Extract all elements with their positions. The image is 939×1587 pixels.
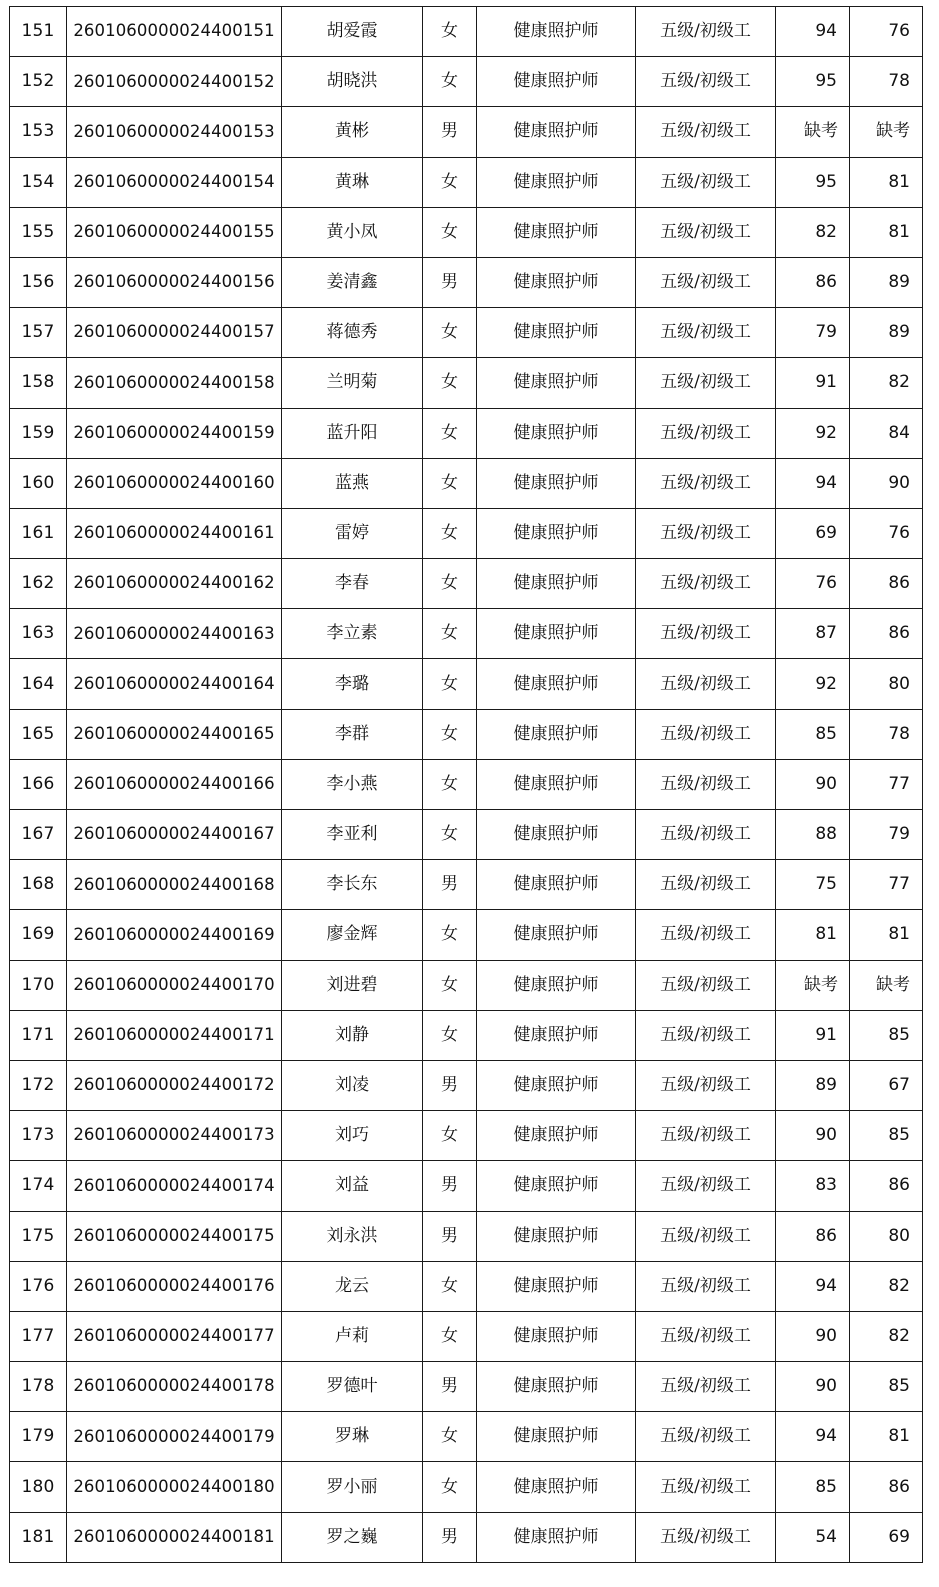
seq-cell: 179 [10,1412,67,1462]
exam-id-cell: 2601060000024400154 [67,157,282,207]
theory-score-cell: 88 [776,810,850,860]
name-cell: 蒋德秀 [282,308,423,358]
seq-cell: 161 [10,508,67,558]
level-cell: 五级/初级工 [636,659,776,709]
name-cell: 雷婷 [282,508,423,558]
skill-score-cell: 85 [850,1010,923,1060]
level-cell: 五级/初级工 [636,910,776,960]
gender-cell: 女 [423,810,477,860]
theory-score-cell: 90 [776,759,850,809]
occupation-cell: 健康照护师 [477,609,636,659]
gender-cell: 女 [423,1462,477,1512]
skill-score-cell: 86 [850,609,923,659]
skill-score-cell: 86 [850,1161,923,1211]
exam-id-cell: 2601060000024400165 [67,709,282,759]
occupation-cell: 健康照护师 [477,107,636,157]
gender-cell: 女 [423,1412,477,1462]
level-cell: 五级/初级工 [636,1161,776,1211]
theory-score-cell: 75 [776,860,850,910]
name-cell: 蓝燕 [282,458,423,508]
gender-cell: 男 [423,1161,477,1211]
table-row [10,157,923,207]
gender-cell: 男 [423,1060,477,1110]
theory-score-cell: 86 [776,1211,850,1261]
gender-cell: 女 [423,1111,477,1161]
name-cell: 胡爱霞 [282,7,423,57]
theory-score-cell: 85 [776,709,850,759]
name-cell: 黄小凤 [282,207,423,257]
occupation-cell: 健康照护师 [477,810,636,860]
skill-score-cell: 80 [850,659,923,709]
gender-cell: 男 [423,1362,477,1412]
skill-score-cell: 81 [850,157,923,207]
occupation-cell: 健康照护师 [477,1211,636,1261]
occupation-cell: 健康照护师 [477,358,636,408]
table-row [10,1010,923,1060]
theory-score-cell: 85 [776,1462,850,1512]
seq-cell: 165 [10,709,67,759]
theory-score-cell: 90 [776,1111,850,1161]
theory-score-cell: 82 [776,207,850,257]
table-row [10,860,923,910]
level-cell: 五级/初级工 [636,1010,776,1060]
table-row [10,508,923,558]
gender-cell: 女 [423,910,477,960]
table-body [10,7,923,1563]
occupation-cell: 健康照护师 [477,1462,636,1512]
exam-id-cell: 2601060000024400160 [67,458,282,508]
name-cell: 蓝升阳 [282,408,423,458]
seq-cell: 155 [10,207,67,257]
table-row [10,910,923,960]
name-cell: 罗之巍 [282,1512,423,1562]
gender-cell: 女 [423,57,477,107]
skill-score-cell: 81 [850,207,923,257]
skill-score-cell: 85 [850,1362,923,1412]
name-cell: 卢莉 [282,1311,423,1361]
occupation-cell: 健康照护师 [477,1412,636,1462]
gender-cell: 男 [423,107,477,157]
seq-cell: 153 [10,107,67,157]
theory-score-cell: 94 [776,7,850,57]
name-cell: 刘凌 [282,1060,423,1110]
occupation-cell: 健康照护师 [477,960,636,1010]
gender-cell: 女 [423,408,477,458]
skill-score-cell: 77 [850,860,923,910]
seq-cell: 168 [10,860,67,910]
exam-id-cell: 2601060000024400168 [67,860,282,910]
level-cell: 五级/初级工 [636,1060,776,1110]
table-row [10,57,923,107]
occupation-cell: 健康照护师 [477,860,636,910]
occupation-cell: 健康照护师 [477,207,636,257]
theory-score-cell: 86 [776,257,850,307]
score-table [9,6,923,1563]
seq-cell: 157 [10,308,67,358]
exam-id-cell: 2601060000024400153 [67,107,282,157]
theory-score-cell: 79 [776,308,850,358]
exam-id-cell: 2601060000024400180 [67,1462,282,1512]
gender-cell: 女 [423,709,477,759]
theory-score-cell: 94 [776,458,850,508]
seq-cell: 172 [10,1060,67,1110]
occupation-cell: 健康照护师 [477,1362,636,1412]
table-row [10,1060,923,1110]
table-row [10,1311,923,1361]
level-cell: 五级/初级工 [636,1111,776,1161]
skill-score-cell: 86 [850,1462,923,1512]
seq-cell: 166 [10,759,67,809]
name-cell: 刘进碧 [282,960,423,1010]
seq-cell: 151 [10,7,67,57]
table-row [10,358,923,408]
theory-score-cell: 92 [776,659,850,709]
occupation-cell: 健康照护师 [477,508,636,558]
seq-cell: 160 [10,458,67,508]
skill-score-cell: 69 [850,1512,923,1562]
exam-id-cell: 2601060000024400158 [67,358,282,408]
skill-score-cell: 81 [850,910,923,960]
occupation-cell: 健康照护师 [477,759,636,809]
occupation-cell: 健康照护师 [477,709,636,759]
seq-cell: 176 [10,1261,67,1311]
level-cell: 五级/初级工 [636,1512,776,1562]
skill-score-cell: 77 [850,759,923,809]
theory-score-cell: 87 [776,609,850,659]
table-row [10,458,923,508]
seq-cell: 178 [10,1362,67,1412]
level-cell: 五级/初级工 [636,860,776,910]
table-row [10,257,923,307]
skill-score-cell: 81 [850,1412,923,1462]
theory-score-cell: 缺考 [776,960,850,1010]
occupation-cell: 健康照护师 [477,1010,636,1060]
theory-score-cell: 89 [776,1060,850,1110]
gender-cell: 女 [423,458,477,508]
seq-cell: 152 [10,57,67,107]
level-cell: 五级/初级工 [636,7,776,57]
occupation-cell: 健康照护师 [477,1512,636,1562]
occupation-cell: 健康照护师 [477,7,636,57]
gender-cell: 女 [423,1311,477,1361]
name-cell: 兰明菊 [282,358,423,408]
gender-cell: 女 [423,559,477,609]
skill-score-cell: 82 [850,1311,923,1361]
skill-score-cell: 90 [850,458,923,508]
theory-score-cell: 76 [776,559,850,609]
occupation-cell: 健康照护师 [477,57,636,107]
skill-score-cell: 84 [850,408,923,458]
name-cell: 廖金辉 [282,910,423,960]
name-cell: 罗琳 [282,1412,423,1462]
table-row [10,559,923,609]
level-cell: 五级/初级工 [636,107,776,157]
table-row [10,609,923,659]
exam-id-cell: 2601060000024400179 [67,1412,282,1462]
gender-cell: 女 [423,358,477,408]
theory-score-cell: 95 [776,57,850,107]
exam-id-cell: 2601060000024400174 [67,1161,282,1211]
skill-score-cell: 86 [850,559,923,609]
occupation-cell: 健康照护师 [477,157,636,207]
level-cell: 五级/初级工 [636,810,776,860]
gender-cell: 女 [423,1261,477,1311]
table-row [10,1462,923,1512]
exam-id-cell: 2601060000024400152 [67,57,282,107]
name-cell: 刘永洪 [282,1211,423,1261]
exam-id-cell: 2601060000024400161 [67,508,282,558]
gender-cell: 女 [423,7,477,57]
seq-cell: 180 [10,1462,67,1512]
table-row [10,408,923,458]
skill-score-cell: 76 [850,508,923,558]
level-cell: 五级/初级工 [636,759,776,809]
skill-score-cell: 89 [850,257,923,307]
level-cell: 五级/初级工 [636,207,776,257]
seq-cell: 163 [10,609,67,659]
seq-cell: 175 [10,1211,67,1261]
theory-score-cell: 83 [776,1161,850,1211]
skill-score-cell: 82 [850,1261,923,1311]
seq-cell: 169 [10,910,67,960]
table-row [10,107,923,157]
theory-score-cell: 缺考 [776,107,850,157]
table-row [10,709,923,759]
theory-score-cell: 90 [776,1362,850,1412]
name-cell: 李长东 [282,860,423,910]
skill-score-cell: 82 [850,358,923,408]
exam-id-cell: 2601060000024400155 [67,207,282,257]
exam-id-cell: 2601060000024400177 [67,1311,282,1361]
table-row [10,1412,923,1462]
level-cell: 五级/初级工 [636,1211,776,1261]
level-cell: 五级/初级工 [636,1362,776,1412]
table-row [10,1261,923,1311]
seq-cell: 162 [10,559,67,609]
occupation-cell: 健康照护师 [477,1161,636,1211]
skill-score-cell: 79 [850,810,923,860]
table-row [10,1512,923,1562]
exam-id-cell: 2601060000024400169 [67,910,282,960]
exam-id-cell: 2601060000024400170 [67,960,282,1010]
level-cell: 五级/初级工 [636,709,776,759]
exam-id-cell: 2601060000024400156 [67,257,282,307]
seq-cell: 177 [10,1311,67,1361]
seq-cell: 174 [10,1161,67,1211]
name-cell: 姜清鑫 [282,257,423,307]
name-cell: 罗小丽 [282,1462,423,1512]
occupation-cell: 健康照护师 [477,257,636,307]
level-cell: 五级/初级工 [636,508,776,558]
name-cell: 李亚利 [282,810,423,860]
seq-cell: 164 [10,659,67,709]
theory-score-cell: 81 [776,910,850,960]
occupation-cell: 健康照护师 [477,408,636,458]
table-row [10,960,923,1010]
skill-score-cell: 85 [850,1111,923,1161]
level-cell: 五级/初级工 [636,57,776,107]
theory-score-cell: 92 [776,408,850,458]
gender-cell: 男 [423,1512,477,1562]
level-cell: 五级/初级工 [636,609,776,659]
exam-id-cell: 2601060000024400162 [67,559,282,609]
skill-score-cell: 89 [850,308,923,358]
theory-score-cell: 69 [776,508,850,558]
exam-id-cell: 2601060000024400167 [67,810,282,860]
gender-cell: 女 [423,157,477,207]
exam-id-cell: 2601060000024400178 [67,1362,282,1412]
level-cell: 五级/初级工 [636,358,776,408]
level-cell: 五级/初级工 [636,559,776,609]
gender-cell: 女 [423,960,477,1010]
theory-score-cell: 54 [776,1512,850,1562]
seq-cell: 173 [10,1111,67,1161]
table-row [10,1161,923,1211]
seq-cell: 154 [10,157,67,207]
occupation-cell: 健康照护师 [477,308,636,358]
gender-cell: 女 [423,609,477,659]
occupation-cell: 健康照护师 [477,1111,636,1161]
skill-score-cell: 67 [850,1060,923,1110]
level-cell: 五级/初级工 [636,1261,776,1311]
name-cell: 黄彬 [282,107,423,157]
level-cell: 五级/初级工 [636,960,776,1010]
level-cell: 五级/初级工 [636,257,776,307]
gender-cell: 男 [423,257,477,307]
name-cell: 胡晓洪 [282,57,423,107]
gender-cell: 女 [423,659,477,709]
skill-score-cell: 78 [850,709,923,759]
table-row [10,207,923,257]
gender-cell: 男 [423,1211,477,1261]
table-row [10,308,923,358]
skill-score-cell: 76 [850,7,923,57]
skill-score-cell: 78 [850,57,923,107]
gender-cell: 女 [423,759,477,809]
name-cell: 黄琳 [282,157,423,207]
level-cell: 五级/初级工 [636,458,776,508]
level-cell: 五级/初级工 [636,408,776,458]
table-row [10,759,923,809]
name-cell: 罗德叶 [282,1362,423,1412]
exam-id-cell: 2601060000024400173 [67,1111,282,1161]
exam-id-cell: 2601060000024400157 [67,308,282,358]
seq-cell: 170 [10,960,67,1010]
name-cell: 李立素 [282,609,423,659]
exam-id-cell: 2601060000024400172 [67,1060,282,1110]
seq-cell: 156 [10,257,67,307]
seq-cell: 167 [10,810,67,860]
theory-score-cell: 94 [776,1412,850,1462]
exam-id-cell: 2601060000024400175 [67,1211,282,1261]
gender-cell: 男 [423,860,477,910]
name-cell: 刘巧 [282,1111,423,1161]
exam-id-cell: 2601060000024400176 [67,1261,282,1311]
table-row [10,810,923,860]
gender-cell: 女 [423,508,477,558]
gender-cell: 女 [423,207,477,257]
seq-cell: 171 [10,1010,67,1060]
table-row [10,1211,923,1261]
occupation-cell: 健康照护师 [477,559,636,609]
theory-score-cell: 94 [776,1261,850,1311]
seq-cell: 158 [10,358,67,408]
exam-id-cell: 2601060000024400159 [67,408,282,458]
level-cell: 五级/初级工 [636,157,776,207]
seq-cell: 159 [10,408,67,458]
table-row [10,7,923,57]
level-cell: 五级/初级工 [636,1412,776,1462]
name-cell: 龙云 [282,1261,423,1311]
skill-score-cell: 缺考 [850,107,923,157]
level-cell: 五级/初级工 [636,1311,776,1361]
name-cell: 李春 [282,559,423,609]
exam-id-cell: 2601060000024400181 [67,1512,282,1562]
seq-cell: 181 [10,1512,67,1562]
level-cell: 五级/初级工 [636,1462,776,1512]
exam-id-cell: 2601060000024400171 [67,1010,282,1060]
occupation-cell: 健康照护师 [477,1311,636,1361]
theory-score-cell: 90 [776,1311,850,1361]
name-cell: 李璐 [282,659,423,709]
occupation-cell: 健康照护师 [477,1261,636,1311]
exam-id-cell: 2601060000024400164 [67,659,282,709]
table-row [10,1362,923,1412]
theory-score-cell: 91 [776,1010,850,1060]
occupation-cell: 健康照护师 [477,458,636,508]
name-cell: 刘静 [282,1010,423,1060]
name-cell: 李小燕 [282,759,423,809]
table-row [10,1111,923,1161]
gender-cell: 女 [423,1010,477,1060]
occupation-cell: 健康照护师 [477,1060,636,1110]
exam-id-cell: 2601060000024400166 [67,759,282,809]
name-cell: 李群 [282,709,423,759]
exam-id-cell: 2601060000024400151 [67,7,282,57]
level-cell: 五级/初级工 [636,308,776,358]
occupation-cell: 健康照护师 [477,910,636,960]
theory-score-cell: 95 [776,157,850,207]
theory-score-cell: 91 [776,358,850,408]
occupation-cell: 健康照护师 [477,659,636,709]
exam-id-cell: 2601060000024400163 [67,609,282,659]
skill-score-cell: 缺考 [850,960,923,1010]
table-row [10,659,923,709]
name-cell: 刘益 [282,1161,423,1211]
skill-score-cell: 80 [850,1211,923,1261]
gender-cell: 女 [423,308,477,358]
